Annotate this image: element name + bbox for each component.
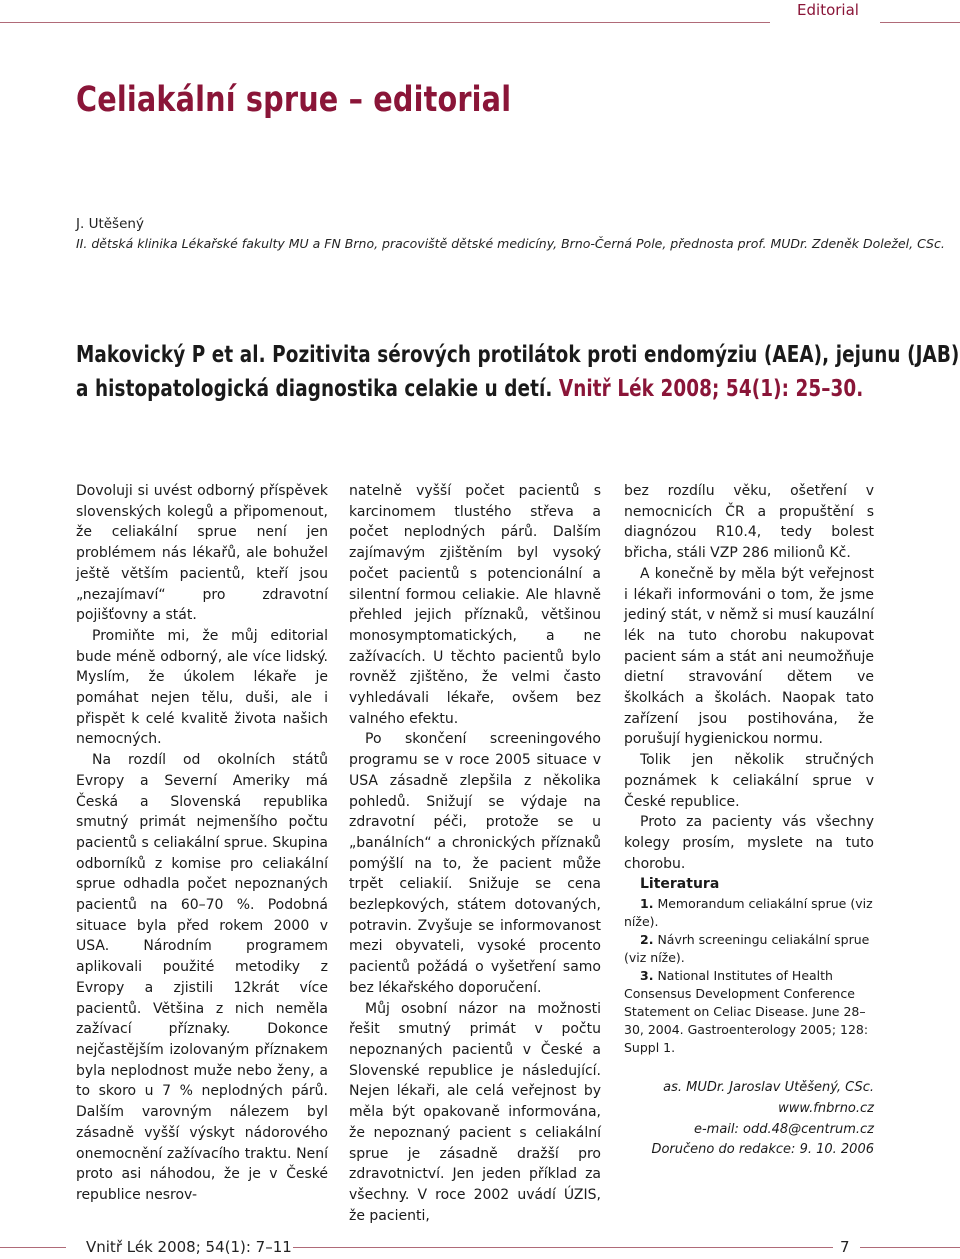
header-rule-left (0, 22, 770, 23)
affiliation: II. dětská klinika Lékařské fakulty MU a FN Brno, pracoviště dětské medicíny, Brno-Černá Pole, přednosta prof. MUDr. Zdeněk Doležel, CSc. (76, 236, 945, 251)
page-title: Celiakální sprue – editorial (76, 80, 512, 120)
literature-item (624, 931, 874, 967)
section-label: Editorial (797, 1, 859, 19)
reference-line-2 (76, 372, 864, 406)
page-number: 7 (840, 1238, 850, 1256)
literature-item (624, 967, 874, 1057)
body-column-1 (76, 481, 328, 1206)
author: J. Utěšený (76, 216, 144, 232)
received-date: Doručeno do redakce: 9. 10. 2006 (651, 1142, 874, 1158)
body-column-3 (624, 481, 874, 1161)
header-rule-right (880, 22, 960, 23)
literature-item (624, 895, 874, 931)
literature-heading: Literatura (640, 876, 720, 893)
paragraph: Po skončení screeningového programu se v roce 2005 situace v USA zásadně zlepšila z několika pohledů. Snižují se výdaje na zdravotní péči, protože se u „banálních“ a chronických příznaků pomýšlí na to, že pacient může trpět celiakií. Snižuje se cena bezlepkových, státem dotovaných, potravin. Zvyšuje se informovanost mezi obyvateli, vysoké procento pacientů požádá o vyšetření samo bez lékařského doporučení. (349, 731, 601, 996)
footer-rule-left (0, 1247, 66, 1248)
paragraph: A konečně by měla být veřejnost i lékaři informováni o tom, že jsme jediný stát, v němž si musí kauzální lék na tuto chorobu nakupovat pacient sám a stát ani neumožňuje dietní stravování dětem ve školkách a školách. Naopak tato zařízení jsou postihována, že porušují hygienickou normu. (624, 565, 874, 748)
literature-text: Memorandum celiakální sprue (viz níže). (624, 896, 873, 930)
paragraph: Na rozdíl od okolních států Evropy a Severní Ameriky má Česká a Slovenská republika smutný primát nejmenšího počtu pacientů s celiakální sprue. Skupina odborníků z komise pro celiakální sprue odhadla počet nepoznaných pacientů na 60–70 %. Podobná situace byla před rokem 2000 v USA. Národním programem aplikovali použité metodiky z Evropy a zjistili 12krát více pacientů. Většina z nich neměla zažívací příznaky. Dokonce nejčastějším izolovaným příznakem byla neplodnost muže nebo ženy, a to skoro u 7 % neplodných párů. Dalším varovným nálezem byl zásadně vyšší výskyt nádorového onemocnění zažívacího traktu. Není proto asi náhodou, že je v České republice nesrov- (76, 752, 328, 1203)
body-column-2 (349, 481, 601, 1226)
footer-rule-middle (293, 1247, 833, 1248)
literature-number: 3. (640, 968, 654, 984)
literature-number: 2. (640, 932, 654, 948)
literature-number: 1. (640, 896, 654, 912)
signature-website: www.fnbrno.cz (778, 1101, 874, 1117)
paragraph: Promiňte mi, že můj editorial bude méně odborný, ale více lidský. Myslím, že úkolem lékaře je pomáhat nejen tělu, duši, ale i přispět k celé kvalitě života našich nemocných. (76, 627, 328, 748)
referenced-article (76, 338, 960, 406)
header-bar (0, 0, 960, 40)
reference-line-1: Makovický P et al. Pozitivita sérových protilátok proti endomýziu (AEA), jejunu (JAB) (76, 342, 960, 368)
paragraph: Proto za pacienty vás všechny kolegy prosím, myslete na tuto chorobu. (624, 814, 874, 872)
paragraph: bez rozdílu věku, ošetření v nemocnicích ČR a propuštění s diagnózou R10.4, tedy bolest břicha, stáli VZP 286 milionů Kč. (624, 483, 874, 562)
paragraph: natelně vyšší počet pacientů s karcinomem tlustého střeva a počet neplodných párů. Dalším zajímavým zjištěním byl vysoký počet pacientů s potencionální a silentní formou celiakie. Ale hlavně přehled jejich příznaků, většinou monosymptomatických, a ne zažívacích. U těchto pacientů bylo rovněž zjištěno, že velmi často vyhledávali lékaře, ovšem bez valného efektu. (349, 483, 601, 727)
reference-journal: Vnitř Lék 2008; 54(1): 25–30. (558, 376, 864, 402)
paragraph: Tolik jen několik stručných poznámek k celiakální sprue v České republice. (624, 752, 874, 810)
literature-text: National Institutes of Health Consensus Development Conference Statement on Celiac Disease. June 28–30, 2004. Gastroenterology 2005; 128: Suppl 1. (624, 968, 869, 1056)
footer-rule-right (860, 1247, 960, 1248)
literature-text: Návrh screeningu celiakální sprue (viz níže). (624, 932, 870, 966)
signature-email: e-mail: odd.48@centrum.cz (693, 1122, 874, 1138)
signature-name: as. MUDr. Jaroslav Utěšený, CSc. (663, 1080, 874, 1096)
reference-title-end: a histopatologická diagnostika celakie u detí. (76, 376, 553, 402)
paragraph: Můj osobní názor na možnosti řešit smutný primát v počtu nepoznaných pacientů v České a Slovenské republice je následující. Nejen lékaři, ale celá veřejnost by měla být opakovaně informována, že nepoznaný pacient s celiakální sprue je zásadně dražší pro zdravotnictví. Jen jeden příklad za všechny. V roce 2002 uvádí ÚZIS, že pacienti, (349, 1000, 601, 1224)
paragraph: Dovoluji si uvést odborný příspěvek slovenských kolegů a připomenout, že celiakální sprue není jen problémem nás lékařů, ale bohužel ještě větším pacientů, kteří jsou „nezajímaví“ pro zdravotní pojišťovny a stát. (76, 483, 328, 624)
footer-journal-citation: Vnitř Lék 2008; 54(1): 7–11 (86, 1238, 292, 1256)
